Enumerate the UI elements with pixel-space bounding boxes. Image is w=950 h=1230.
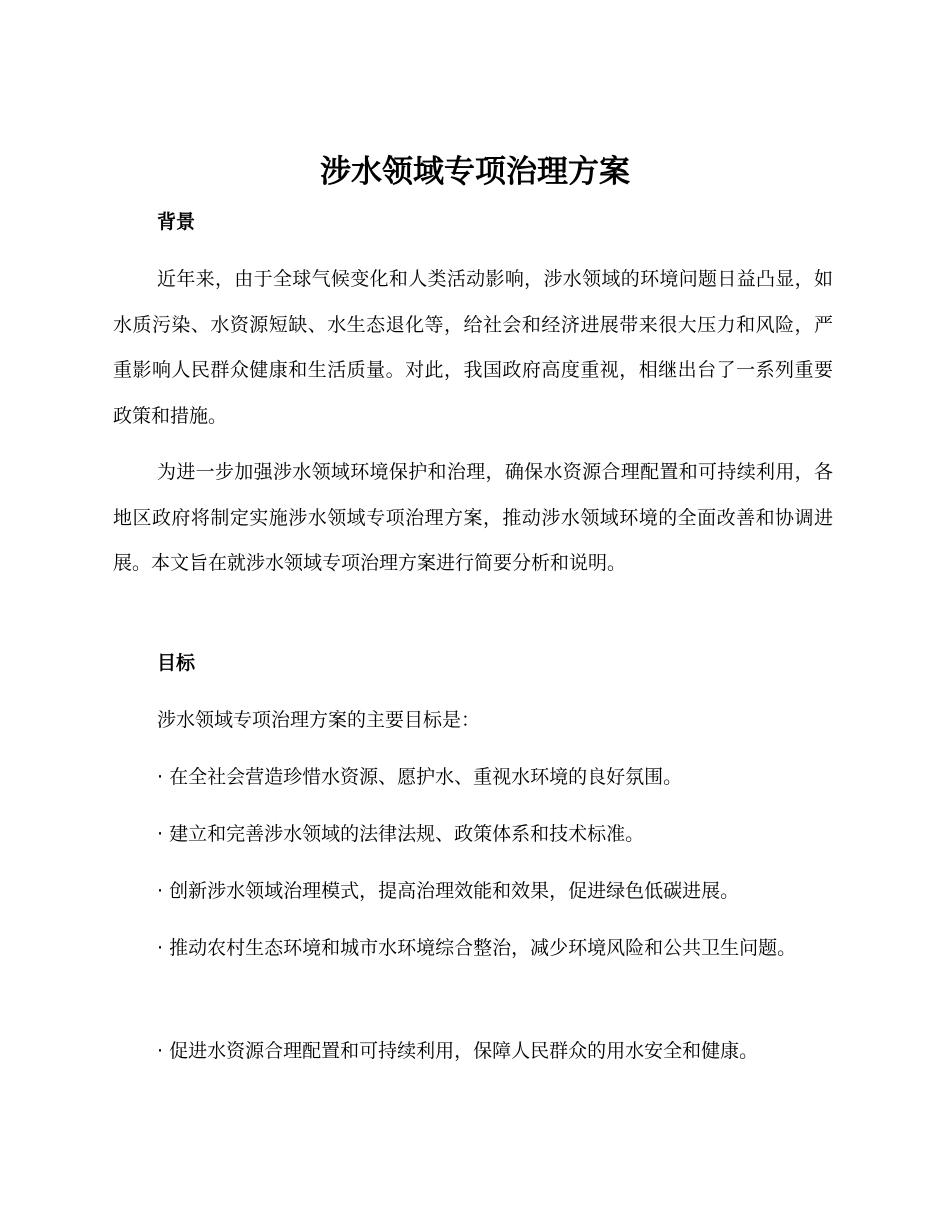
background-paragraph-1: 近年来，由于全球气候变化和人类活动影响，涉水领域的环境问题日益凸显，如水质污染、水资源短缺、水生态退化等，给社会和经济进展带来很大压力和风险，严重影响人民群众健康和生活质量。对此，我国政府高度重视，相继出台了一系列重要政策和措施。 — [113, 268, 833, 427]
goal-item: · 在全社会营造珍惜水资源、愿护水、重视水环境的良好氛围。 — [157, 766, 683, 788]
background-paragraph-2: 为进一步加强涉水领域环境保护和治理，确保水资源合理配置和可持续利用，各地区政府将制定实施涉水领域专项治理方案，推动涉水领域环境的全面改善和协调进展。本文旨在就涉水领域专项治理方案进行简要分析和说明。 — [113, 461, 833, 574]
section-heading-background: 背景 — [157, 211, 196, 233]
goal-item: · 推动农村生态环境和城市水环境综合整治，减少环境风险和公共卫生问题。 — [157, 937, 797, 959]
goals-intro: 涉水领域专项治理方案的主要目标是： — [157, 709, 481, 731]
goal-item: · 创新涉水领域治理模式，提高治理效能和效果，促进绿色低碳进展。 — [157, 880, 740, 902]
document-title: 涉水领域专项治理方案 — [320, 154, 630, 190]
goal-item: · 建立和完善涉水领域的法律法规、政策体系和技术标准。 — [157, 823, 645, 845]
goal-item: · 促进水资源合理配置和可持续利用，保障人民群众的用水安全和健康。 — [157, 1040, 759, 1062]
section-heading-goals: 目标 — [157, 652, 196, 674]
